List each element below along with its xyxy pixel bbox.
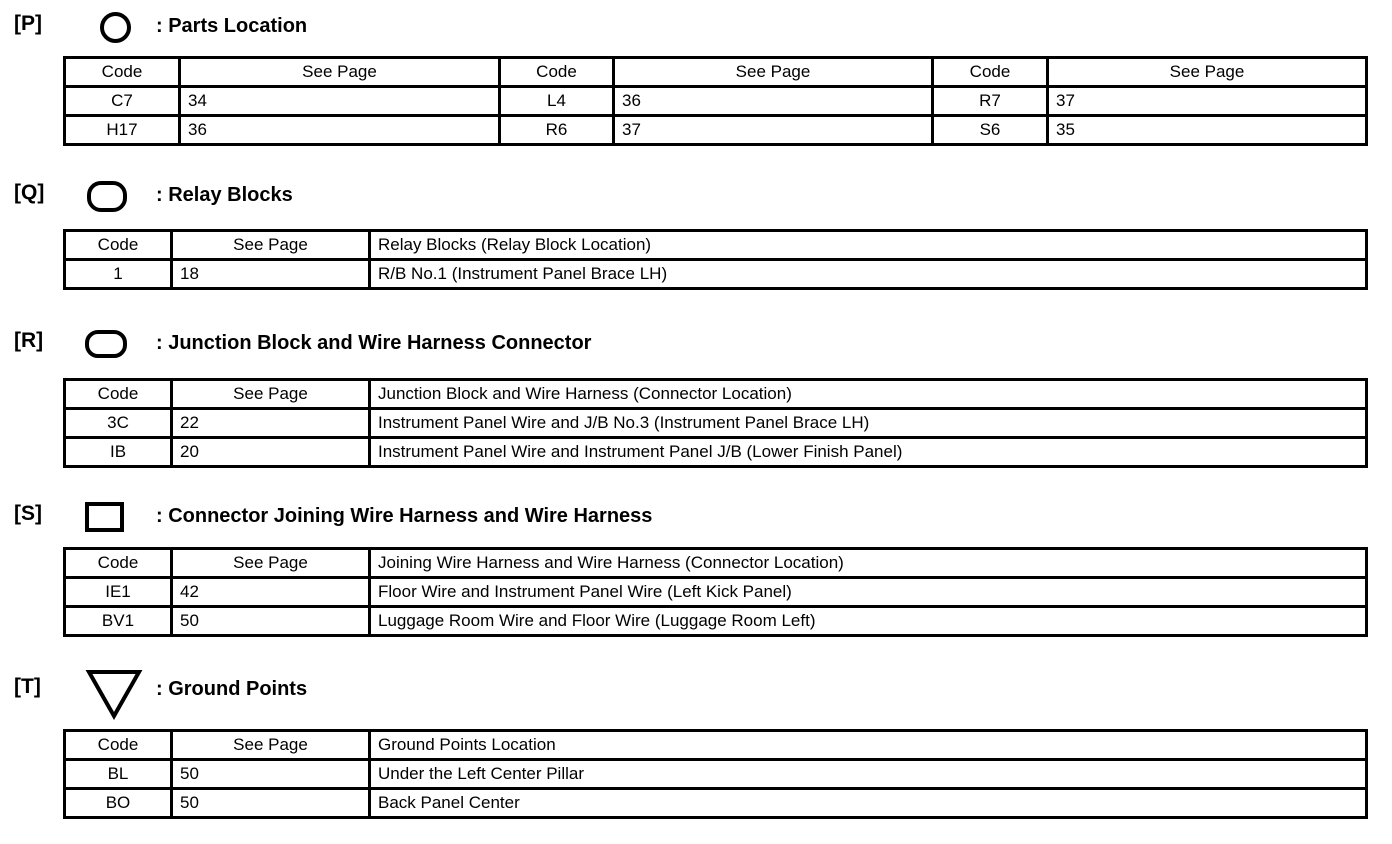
section-t-table (63, 729, 1368, 819)
see-page-cell: 36 (180, 116, 500, 145)
location-cell: Luggage Room Wire and Floor Wire (Luggage Room Left) (370, 607, 1367, 636)
see-page-cell: 34 (180, 87, 500, 116)
column-header: Code (65, 231, 172, 260)
code-cell: L4 (500, 87, 614, 116)
location-cell: Under the Left Center Pillar (370, 760, 1367, 789)
see-page-cell: 37 (614, 116, 933, 145)
location-cell: Back Panel Center (370, 789, 1367, 818)
section-s-table (63, 547, 1368, 637)
column-header: Code (65, 549, 172, 578)
location-cell: R/B No.1 (Instrument Panel Brace LH) (370, 260, 1367, 289)
section-label: [T] (14, 675, 41, 698)
code-cell: H17 (65, 116, 180, 145)
see-page-cell: 42 (172, 578, 370, 607)
section-title: : Junction Block and Wire Harness Connector (156, 332, 592, 354)
section-title: : Relay Blocks (156, 184, 293, 206)
code-cell: BL (65, 760, 172, 789)
column-header: Code (65, 731, 172, 760)
column-header: Code (933, 58, 1048, 87)
column-header: Code (65, 380, 172, 409)
section-title: : Ground Points (156, 678, 308, 700)
code-cell: 1 (65, 260, 172, 289)
table-row (65, 607, 1367, 636)
code-cell: BO (65, 789, 172, 818)
rounded-rect-icon (87, 181, 127, 212)
oval-rect-icon (85, 330, 127, 358)
column-header: Ground Points Location (370, 731, 1367, 760)
code-cell: S6 (933, 116, 1048, 145)
table-row (65, 760, 1367, 789)
section-q-table (63, 229, 1368, 290)
section-title: : Parts Location (156, 15, 308, 37)
section-r-table (63, 378, 1368, 468)
column-header: See Page (614, 58, 933, 87)
code-cell: R7 (933, 87, 1048, 116)
column-header: See Page (180, 58, 500, 87)
location-cell: Instrument Panel Wire and J/B No.3 (Instrument Panel Brace LH) (370, 409, 1367, 438)
section-label: [P] (14, 12, 42, 35)
see-page-cell: 20 (172, 438, 370, 467)
circle-icon (100, 12, 131, 43)
table-row (65, 578, 1367, 607)
section-label: [R] (14, 329, 44, 352)
section-p-table (63, 56, 1368, 146)
column-header: See Page (172, 549, 370, 578)
code-cell: C7 (65, 87, 180, 116)
table-header-row (65, 58, 1367, 87)
see-page-cell: 22 (172, 409, 370, 438)
column-header: See Page (1048, 58, 1367, 87)
table-row (65, 789, 1367, 818)
column-header: Code (65, 58, 180, 87)
code-cell: IE1 (65, 578, 172, 607)
see-page-cell: 50 (172, 789, 370, 818)
section-label: [S] (14, 502, 42, 525)
table-row (65, 409, 1367, 438)
table-row (65, 438, 1367, 467)
code-cell: R6 (500, 116, 614, 145)
table-row (65, 260, 1367, 289)
table-header-row (65, 731, 1367, 760)
location-cell: Instrument Panel Wire and Instrument Panel J/B (Lower Finish Panel) (370, 438, 1367, 467)
column-header: Joining Wire Harness and Wire Harness (Connector Location) (370, 549, 1367, 578)
see-page-cell: 37 (1048, 87, 1367, 116)
code-cell: BV1 (65, 607, 172, 636)
table-row (65, 116, 1367, 145)
column-header: Code (500, 58, 614, 87)
see-page-cell: 18 (172, 260, 370, 289)
column-header: Relay Blocks (Relay Block Location) (370, 231, 1367, 260)
table-header-row (65, 549, 1367, 578)
table-row (65, 87, 1367, 116)
code-cell: IB (65, 438, 172, 467)
code-cell: 3C (65, 409, 172, 438)
section-label: [Q] (14, 181, 45, 204)
table-header-row (65, 380, 1367, 409)
column-header: Junction Block and Wire Harness (Connector Location) (370, 380, 1367, 409)
see-page-cell: 50 (172, 607, 370, 636)
see-page-cell: 36 (614, 87, 933, 116)
column-header: See Page (172, 731, 370, 760)
column-header: See Page (172, 380, 370, 409)
table-header-row (65, 231, 1367, 260)
see-page-cell: 35 (1048, 116, 1367, 145)
see-page-cell: 50 (172, 760, 370, 789)
triangle-down-icon (85, 668, 143, 720)
column-header: See Page (172, 231, 370, 260)
section-title: : Connector Joining Wire Harness and Wire Harness (156, 505, 653, 527)
square-icon (85, 502, 124, 532)
location-cell: Floor Wire and Instrument Panel Wire (Left Kick Panel) (370, 578, 1367, 607)
